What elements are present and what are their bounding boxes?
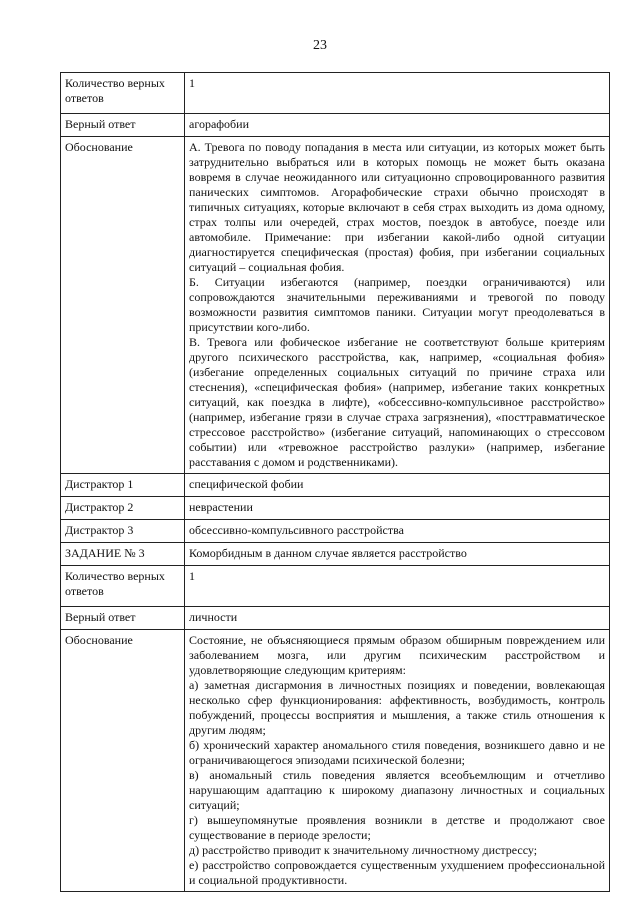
table-row [61, 497, 610, 520]
table-row [61, 566, 610, 607]
table-row [61, 520, 610, 543]
row-paragraph: В. Тревога или фобическое избегание не соответствуют больше критериям другого психического расстройства, как, например, «социальная фобия» (избегание определенных социальных ситуаций по причине страха или стеснения), «специфическая фобия» (например, избегание таких конкретных ситуаций, как поездка в лифте), «обсессивно-компульсивное расстройство» (например, избегание грязи в случае страха загрязнения), «посттравматическое стрессовое расстройство» (избегание ситуаций, напоминающих о стрессовом событии) или «тревожное расстройство разлуки» (например, избегание расставания с домом и родственниками). [189, 335, 605, 469]
row-paragraph: личности [189, 610, 238, 624]
row-value [185, 73, 610, 114]
row-paragraph: в) аномальный стиль поведения является всеобъемлющим и отчетливо нарушающим адаптацию к широкому диапазону личностных и социальных ситуаций; [189, 768, 605, 812]
row-label: Верный ответ [61, 607, 185, 630]
table-row [61, 474, 610, 497]
row-value [185, 520, 610, 543]
row-value [185, 566, 610, 607]
row-label: Обоснование [61, 137, 185, 474]
table-row [61, 543, 610, 566]
row-label: Дистрактор 3 [61, 520, 185, 543]
row-value [185, 474, 610, 497]
table-row [61, 607, 610, 630]
row-paragraph: б) хронический характер аномального стиля поведения, возникшего давно и не ограничивающегося эпизодами психической болезни; [189, 738, 605, 767]
row-paragraph: а) заметная дисгармония в личностных позициях и поведении, вовлекающая несколько сфер функционирования: аффективность, возбудимость, контроль побуждений, процессы восприятия и мышления, а также стиль отношения к другим людям; [189, 678, 605, 737]
table-row [61, 137, 610, 474]
row-value [185, 607, 610, 630]
table-row [61, 630, 610, 892]
row-paragraph: обсессивно-компульсивного расстройства [189, 523, 404, 537]
row-value [185, 497, 610, 520]
row-paragraph: агорафобии [189, 117, 249, 131]
answer-table [60, 72, 610, 892]
row-label: Обоснование [61, 630, 185, 892]
row-paragraph: неврастении [189, 500, 253, 514]
row-paragraph: Б. Ситуации избегаются (например, поездки ограничиваются) или сопровождаются значительными переживаниями и тревогой по поводу возможности развития симптомов паники. Ситуации могут преодолеваться в присутствии кого-либо. [189, 275, 605, 334]
row-label: ЗАДАНИЕ № 3 [61, 543, 185, 566]
row-paragraph: Состояние, не объясняющиеся прямым образом обширным повреждением или заболеванием мозга, или другим психическим расстройством и удовлетворяющие следующим критериям: [189, 633, 605, 677]
row-paragraph: г) вышеупомянутые проявления возникли в детстве и продолжают свое существование в периоде зрелости; [189, 813, 605, 842]
table-row [61, 73, 610, 114]
row-paragraph: д) расстройство приводит к значительному личностному дистрессу; [189, 843, 538, 857]
row-label: Дистрактор 1 [61, 474, 185, 497]
row-paragraph: А. Тревога по поводу попадания в места или ситуации, из которых может быть затруднительно выбраться или в которых помощь не может быть оказана вовремя в случае неожиданного или ситуационно спровоцированного развития панических симптомов. Агорафобические страхи обычно происходят в типичных ситуациях, которые включают в себя страх выходить из дома одному, страх толпы или очередей, страх мостов, поездок в автобусе, поезде или автомобиле. Примечание: при избегании какой-либо одной ситуации диагностируется специфическая (простая) фобия, при избегании социальных ситуаций – социальная фобия. [189, 140, 605, 274]
row-paragraph: е) расстройство сопровождается существенным ухудшением профессиональной и социальной продуктивности. [189, 858, 605, 887]
row-paragraph: 1 [189, 76, 195, 90]
row-value [185, 114, 610, 137]
page-number: 23 [313, 38, 327, 53]
row-paragraph: 1 [189, 569, 195, 583]
table-row [61, 114, 610, 137]
row-value [185, 543, 610, 566]
row-label: Верный ответ [61, 114, 185, 137]
row-label: Дистрактор 2 [61, 497, 185, 520]
row-label: Количество верных ответов [61, 73, 185, 114]
row-paragraph: специфической фобии [189, 477, 304, 491]
row-value [185, 137, 610, 474]
row-label: Количество верных ответов [61, 566, 185, 607]
row-paragraph: Коморбидным в данном случае является расстройство [189, 546, 467, 560]
row-value [185, 630, 610, 892]
